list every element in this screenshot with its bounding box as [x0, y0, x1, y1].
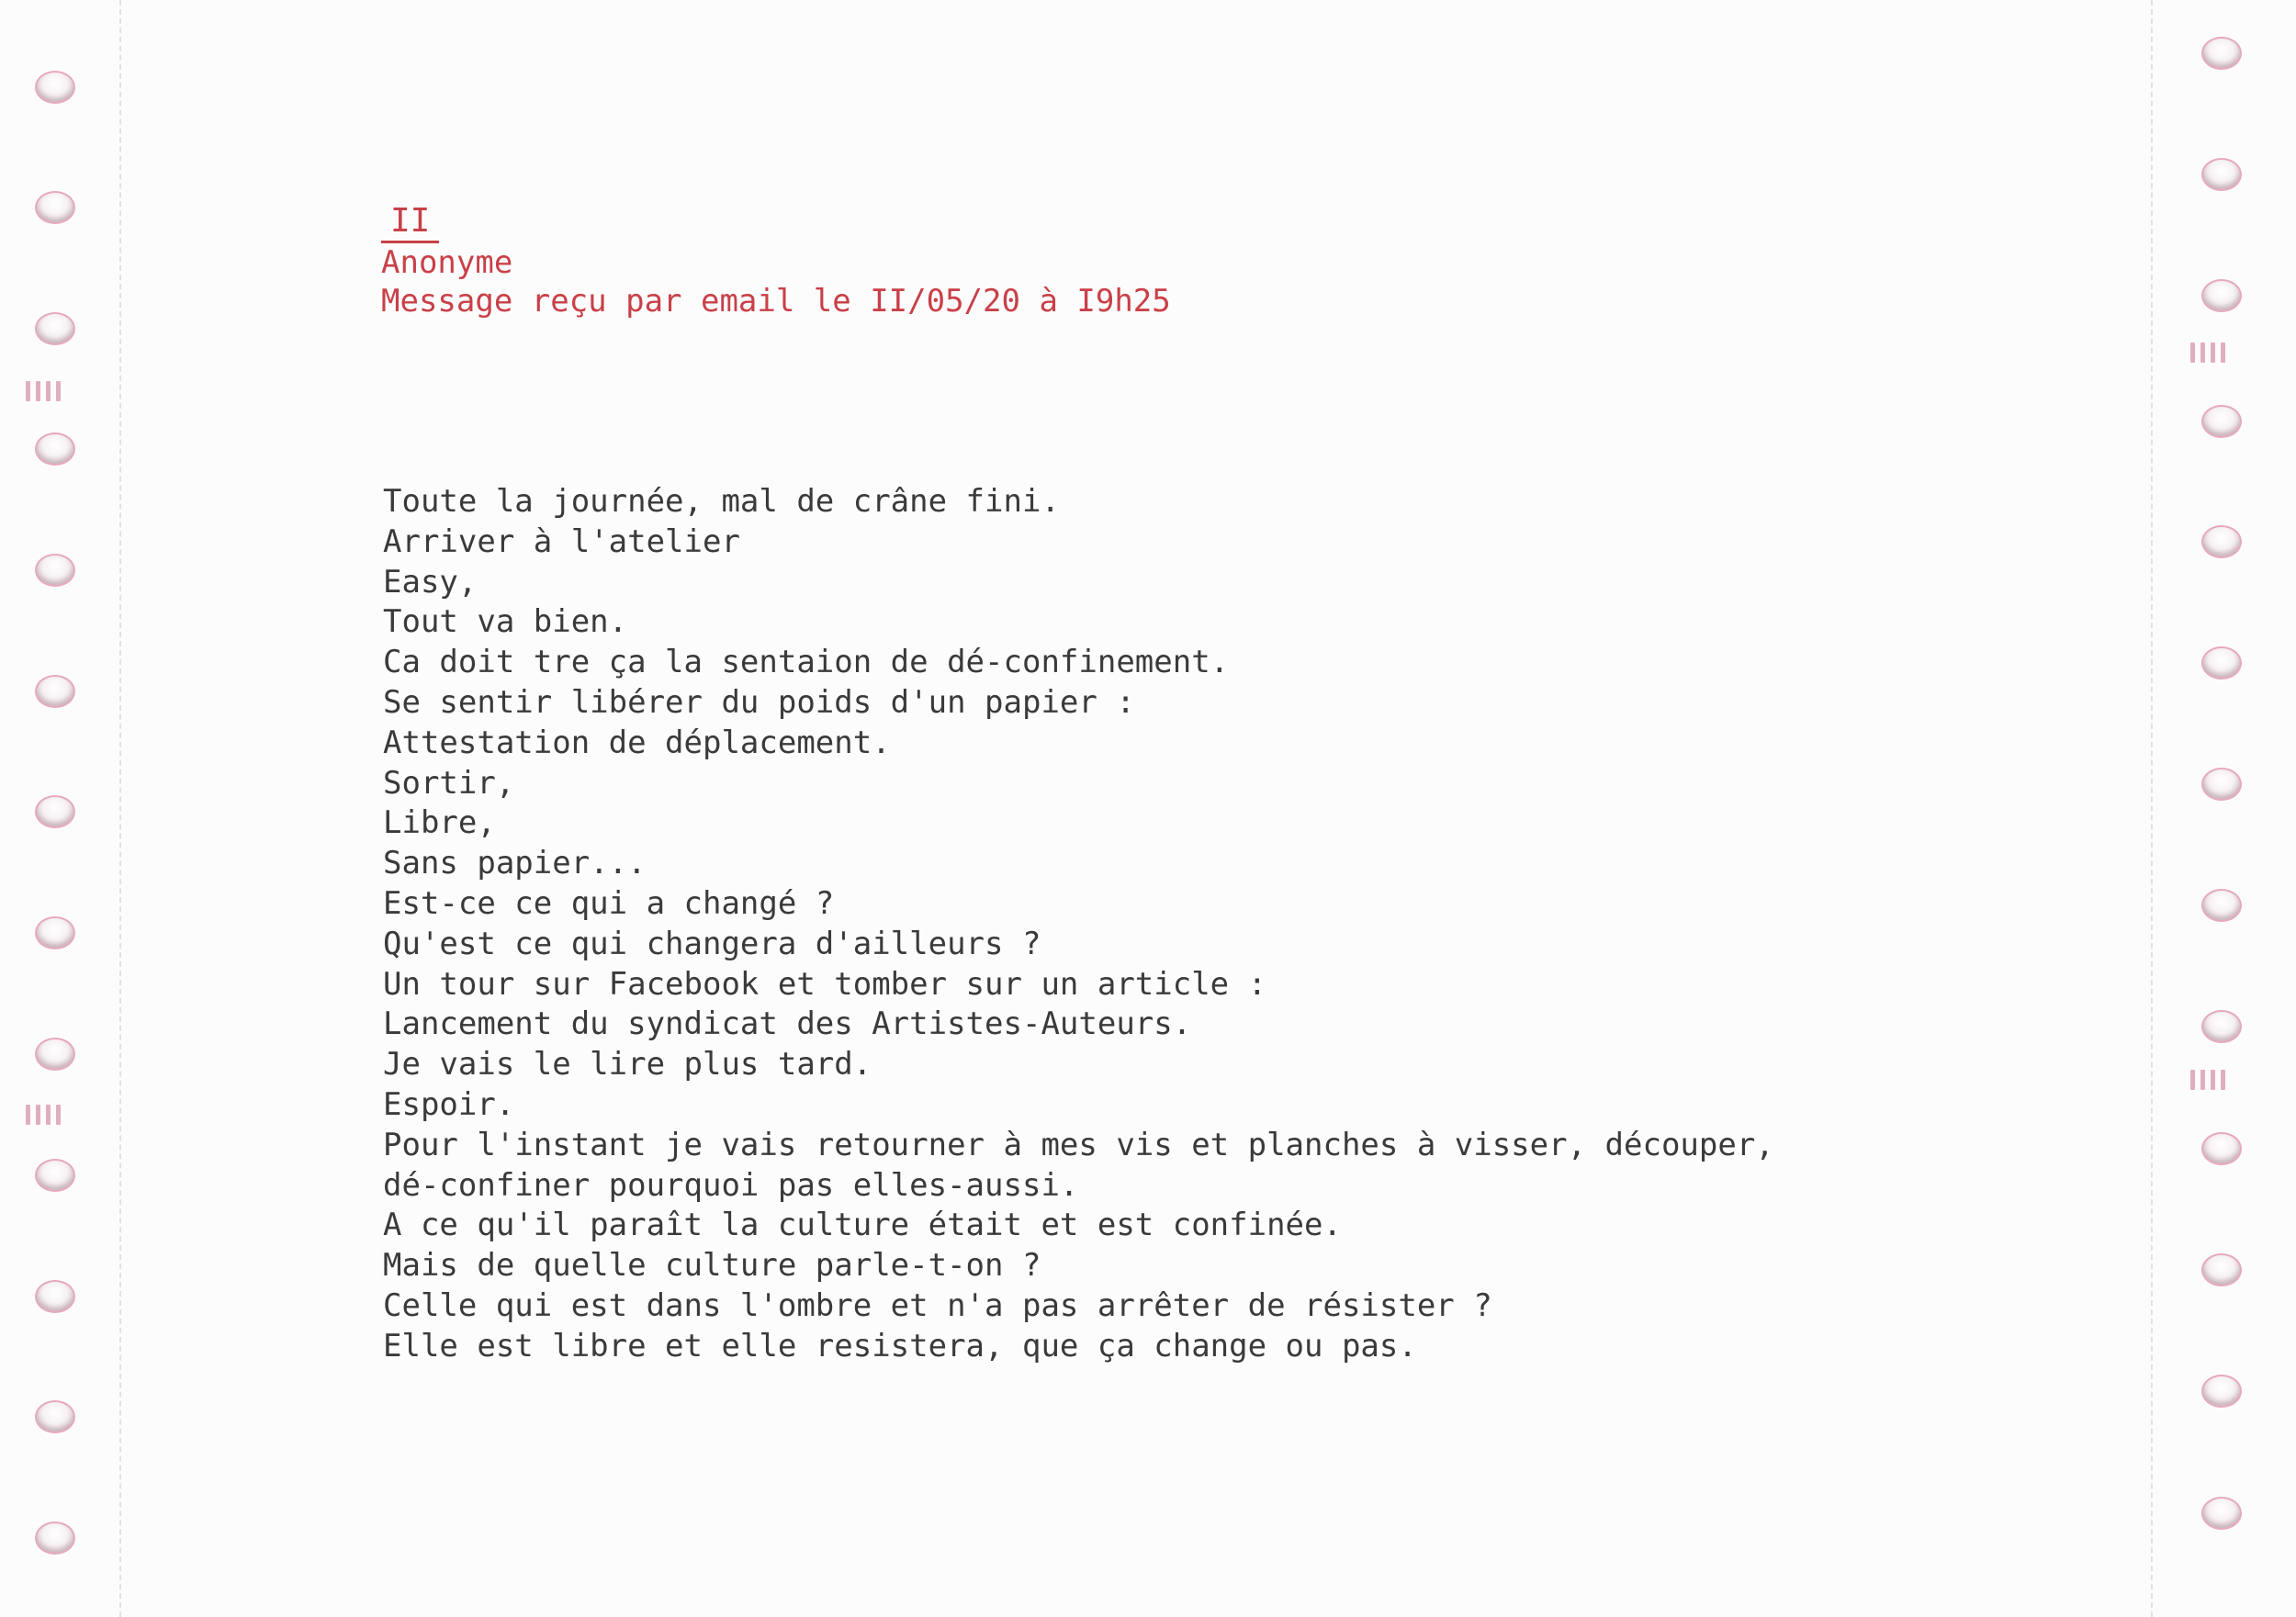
tractor-hole — [35, 191, 75, 224]
tractor-hole — [35, 554, 75, 587]
entry-number: II — [381, 202, 439, 243]
author-name: Anonyme — [381, 244, 513, 281]
tractor-hole — [2201, 1497, 2242, 1530]
text-line: Espoir. — [383, 1085, 515, 1123]
text-line: Sans papier... — [383, 845, 647, 882]
text-line: dé-confiner pourquoi pas elles-aussi. — [383, 1166, 1079, 1204]
tractor-hole — [35, 1038, 75, 1071]
tractor-hole — [2201, 405, 2242, 438]
text-line: Elle est libre et elle resistera, que ça change ou pas. — [383, 1327, 1417, 1364]
tractor-hole — [35, 1159, 75, 1192]
tractor-hole — [2201, 646, 2242, 679]
right-perforation-line — [2151, 0, 2153, 1617]
text-line: Attestation de déplacement. — [383, 724, 891, 761]
text-line: Est-ce ce qui a changé ? — [383, 884, 835, 922]
text-line: Je vais le lire plus tard. — [383, 1046, 872, 1084]
text-line: Lancement du syndicat des Artistes-Auteurs. — [383, 1005, 1192, 1043]
tractor-hole — [2201, 1253, 2242, 1286]
left-perforation-line — [119, 0, 121, 1617]
text-line: Toute la journée, mal de crâne fini. — [383, 483, 1060, 520]
tractor-hole — [2201, 889, 2242, 922]
tractor-hole — [35, 312, 75, 345]
tractor-hole — [35, 1400, 75, 1433]
tractor-hole — [35, 916, 75, 949]
tractor-hole — [35, 795, 75, 828]
tractor-hole — [2201, 525, 2242, 558]
tractor-hole — [2201, 1375, 2242, 1408]
tractor-hole — [35, 1280, 75, 1313]
text-line: Celle qui est dans l'ombre et n'a pas arrêter de résister ? — [383, 1286, 1492, 1324]
text-line: Se sentir libérer du poids d'un papier : — [383, 683, 1135, 721]
tractor-hole — [2201, 1132, 2242, 1165]
text-line: Qu'est ce qui changera d'ailleurs ? — [383, 925, 1041, 962]
tractor-hole — [2201, 158, 2242, 191]
received-line: Message reçu par email le II/05/20 à I9h25 — [381, 283, 1171, 320]
text-line: Easy, — [383, 563, 478, 601]
text-line: Tout va bien. — [383, 603, 628, 641]
tractor-hole — [2201, 768, 2242, 801]
message-header — [381, 202, 1171, 320]
tractor-hole — [35, 1522, 75, 1555]
message-body — [383, 482, 1774, 1367]
fold-marks — [26, 1105, 61, 1125]
text-line: Libre, — [383, 804, 496, 842]
text-line: Arriver à l'atelier — [383, 522, 740, 560]
fold-marks — [2190, 1070, 2225, 1090]
text-line: Ca doit tre ça la sentaion de dé-confinement. — [383, 644, 1230, 681]
tractor-hole — [2201, 37, 2242, 70]
text-line: Sortir, — [383, 764, 515, 802]
fold-marks — [2190, 342, 2225, 363]
text-line: Pour l'instant je vais retourner à mes vis et planches à visser, découper, — [383, 1126, 1774, 1163]
tractor-hole — [35, 675, 75, 708]
tractor-hole — [35, 432, 75, 466]
fold-marks — [26, 381, 61, 401]
tractor-hole — [2201, 279, 2242, 312]
text-line: A ce qu'il paraît la culture était et est confinée. — [383, 1207, 1342, 1244]
text-line: Un tour sur Facebook et tomber sur un article : — [383, 965, 1267, 1003]
tractor-hole — [2201, 1010, 2242, 1043]
tractor-hole — [35, 71, 75, 104]
text-line: Mais de quelle culture parle-t-on ? — [383, 1247, 1041, 1285]
